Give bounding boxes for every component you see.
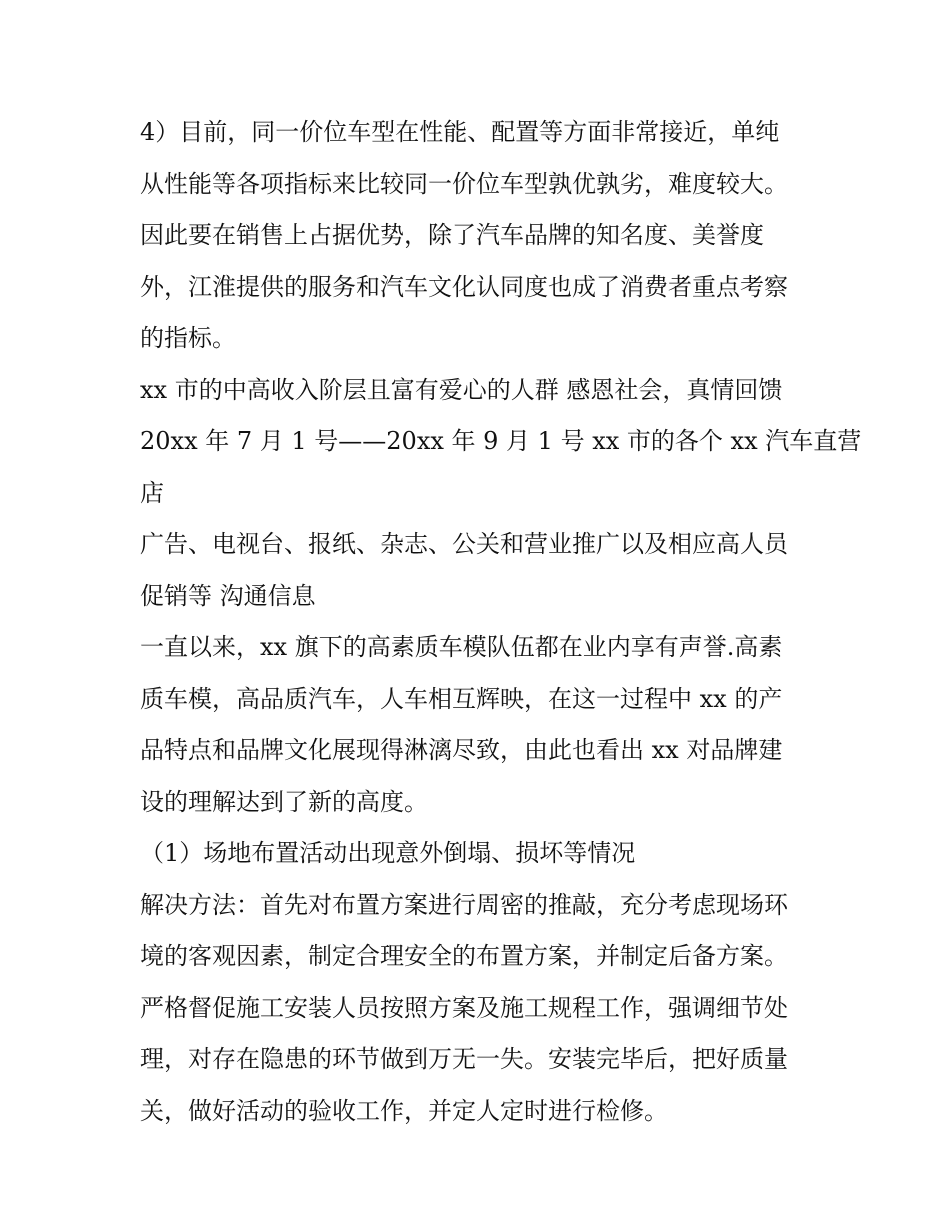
text-line: 严格督促施工安装人员按照方案及施工规程工作，强调细节处 [140, 993, 788, 1022]
text-line: 广告、电视台、报纸、杂志、公关和营业推广以及相应高人员 [140, 530, 788, 558]
paragraph-solution [140, 880, 816, 1138]
text-line: 的指标。 [140, 324, 236, 352]
paragraph-communication-channels [140, 519, 816, 622]
text-line: 因此要在销售上占据优势，除了汽车品牌的知名度、美誉度 [140, 221, 764, 249]
paragraph-event-time-place [140, 416, 862, 519]
paragraph-risk-heading [140, 828, 816, 880]
text-line: 店 [140, 478, 164, 507]
text-line: 20xx 年 7 月 1 号——20xx 年 9 月 1 号 xx 市的各个 xx 汽车直营 [140, 427, 862, 455]
text-line: （1）场地布置活动出现意外倒塌、损坏等情况 [140, 839, 636, 867]
text-line: 解决方法：首先对布置方案进行周密的推敲，充分考虑现场环 [140, 890, 788, 919]
text-line: 理，对存在隐患的环节做到万无一失。安装完毕后，把好质量 [140, 1045, 788, 1073]
paragraph-target-audience [140, 365, 816, 417]
text-line: 质车模，高品质汽车，人车相互辉映，在这一过程中 xx 的产 [140, 684, 783, 713]
text-line: 设的理解达到了新的高度。 [140, 787, 428, 816]
text-line: 境的客观因素，制定合理安全的布置方案，并制定后备方案。 [140, 942, 788, 970]
text-line: 关，做好活动的验收工作，并定人定时进行检修。 [140, 1096, 668, 1125]
text-line: 外，江淮提供的服务和汽车文化认同度也成了消费者重点考察 [140, 272, 788, 301]
paragraph-car-models [140, 622, 816, 828]
document-body [140, 107, 862, 1137]
text-line: 促销等 沟通信息 [140, 581, 316, 610]
text-line: 4）目前，同一价位车型在性能、配置等方面非常接近，单纯 [140, 118, 780, 146]
text-line: xx 市的中高收入阶层且富有爱心的人群 感恩社会，真情回馈 [140, 375, 783, 404]
text-line: 品特点和品牌文化展现得淋漓尽致，由此也看出 xx 对品牌建 [140, 736, 783, 764]
text-line: 一直以来，xx 旗下的高素质车模队伍都在业内享有声誉.高素 [140, 633, 783, 661]
text-line: 从性能等各项指标来比较同一价位车型孰优孰劣，难度较大。 [140, 169, 788, 198]
paragraph-pricing-competition [140, 107, 816, 365]
